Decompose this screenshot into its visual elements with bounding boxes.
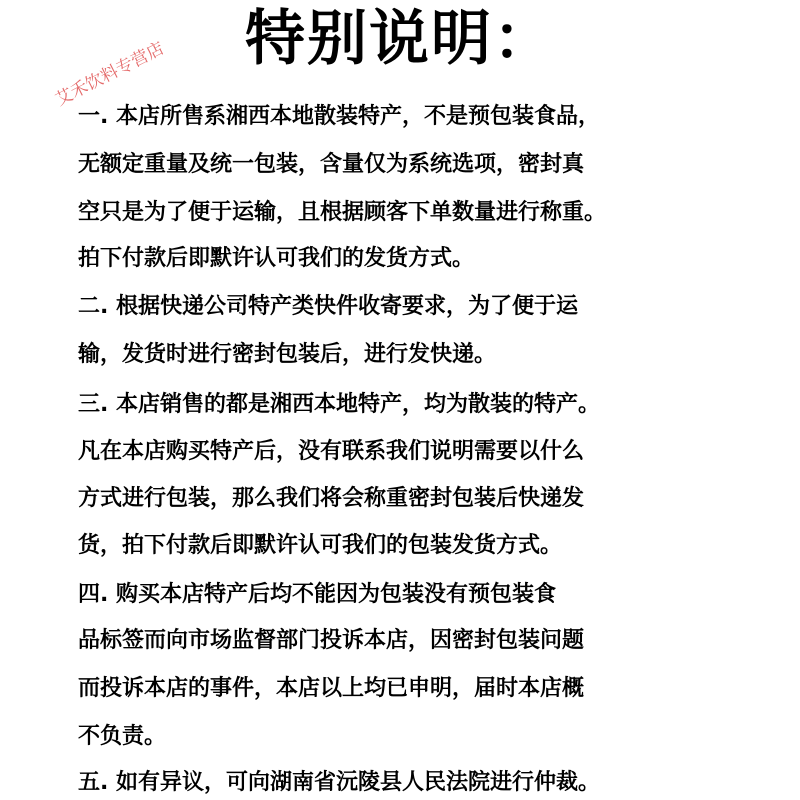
text-line-4: 拍下付款后即默许认可我们的发货方式。 — [78, 246, 475, 271]
page-title: 特别说明： — [245, 4, 555, 74]
text-line-8: 凡在本店购买特产后，没有联系我们说明需要以什么 — [78, 439, 585, 464]
text-line-9: 方式进行包装，那么我们将会称重密封包装后快递发 — [78, 486, 585, 511]
text-line-2: 无额定重量及统一包装，含量仅为系统选项，密封真 — [78, 152, 585, 177]
text-line-3: 空只是为了便于运输，且根据顾客下单数量进行称重。 — [78, 200, 607, 225]
text-line-11: 四. 购买本店特产后均不能因为包装没有预包装食 — [78, 582, 557, 607]
text-line-5: 二. 根据快递公司特产类快件收寄要求，为了便于运 — [78, 294, 579, 319]
text-line-13: 而投诉本店的事件，本店以上均已申明，届时本店概 — [78, 676, 585, 701]
text-line-6: 输，发货时进行密封包装后，进行发快递。 — [78, 342, 497, 367]
text-line-7: 三. 本店销售的都是湘西本地特产，均为散装的特产。 — [78, 392, 601, 417]
text-line-15: 五. 如有异议，可向湖南省沅陵县人民法院进行仲裁。 — [78, 770, 601, 795]
text-line-1: 一. 本店所售系湘西本地散装特产，不是预包装食品， — [78, 104, 601, 129]
shop-watermark: 艾禾饮料专营店 — [52, 38, 168, 111]
text-line-12: 品标签而向市场监督部门投诉本店，因密封包装问题 — [78, 628, 585, 653]
text-line-14: 不负责。 — [78, 724, 167, 749]
text-line-10: 货，拍下付款后即默许认可我们的包装发货方式。 — [78, 533, 563, 558]
